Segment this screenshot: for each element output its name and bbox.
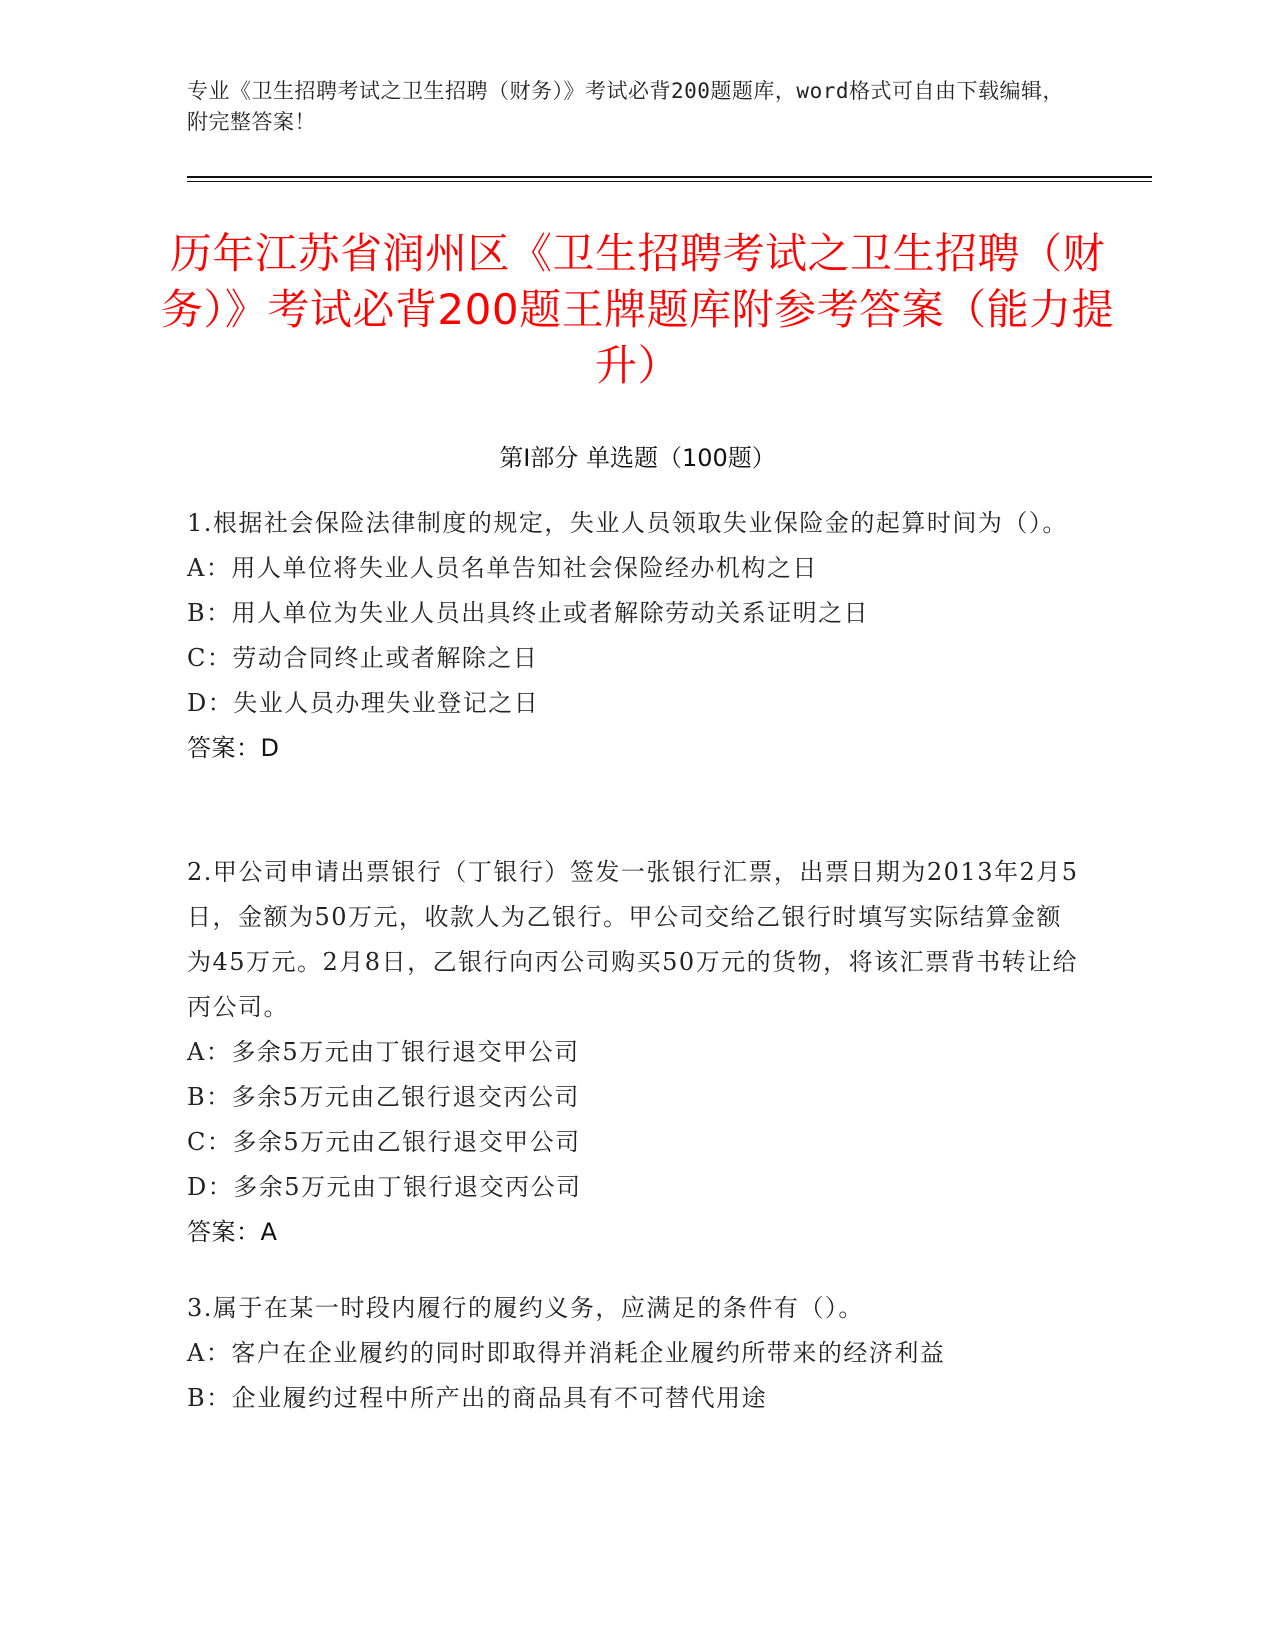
- option-c: C：劳动合同终止或者解除之日: [187, 644, 539, 672]
- question-stem: 3.属于在某一时段内履行的履约义务，应满足的条件有（）。: [187, 1294, 864, 1322]
- header-rule-thick: [187, 176, 1152, 178]
- question-2: [187, 850, 1087, 1255]
- question-stem: 1.根据社会保险法律制度的规定，失业人员领取失业保险金的起算时间为（）。: [187, 509, 1068, 537]
- option-d: D：多余5万元由丁银行退交丙公司: [187, 1173, 582, 1201]
- question-1: [187, 501, 1087, 771]
- option-a: A：客户在企业履约的同时即取得并消耗企业履约所带来的经济利益: [187, 1339, 946, 1367]
- intro-text: 专业《卫生招聘考试之卫生招聘（财务）》考试必背200题题库，word格式可自由下载编辑，附完整答案！: [187, 79, 1064, 134]
- question-stem: 2.甲公司申请出票银行（丁银行）签发一张银行汇票，出票日期为2013年2月5日，金额为50万元，收款人为乙银行。甲公司交给乙银行时填写实际结算金额为45万元。2月8日，乙银行向丙公司购买50万元的货物，将该汇票背书转让给丙公司。: [187, 858, 1079, 1021]
- option-c: C：多余5万元由乙银行退交甲公司: [187, 1128, 581, 1156]
- option-d: D：失业人员办理失业登记之日: [187, 689, 540, 717]
- header-rule-thin: [187, 181, 1152, 182]
- option-a: A：用人单位将失业人员名单告知社会保险经办机构之日: [187, 554, 818, 582]
- answer: 答案：D: [187, 734, 280, 762]
- option-b: B：用人单位为失业人员出具终止或者解除劳动关系证明之日: [187, 599, 870, 627]
- option-a: A：多余5万元由丁银行退交甲公司: [187, 1038, 580, 1066]
- answer: 答案：A: [187, 1218, 278, 1246]
- option-b: B：企业履约过程中所产出的商品具有不可替代用途: [187, 1384, 768, 1412]
- section-heading: 第Ⅰ部分 单选题（100题）: [499, 444, 776, 472]
- question-3: [187, 1286, 1087, 1421]
- option-b: B：多余5万元由乙银行退交丙公司: [187, 1083, 580, 1111]
- document-title: 历年江苏省润州区《卫生招聘考试之卫生招聘（财务）》考试必背200题王牌题库附参考答案（能力提升）: [160, 229, 1115, 390]
